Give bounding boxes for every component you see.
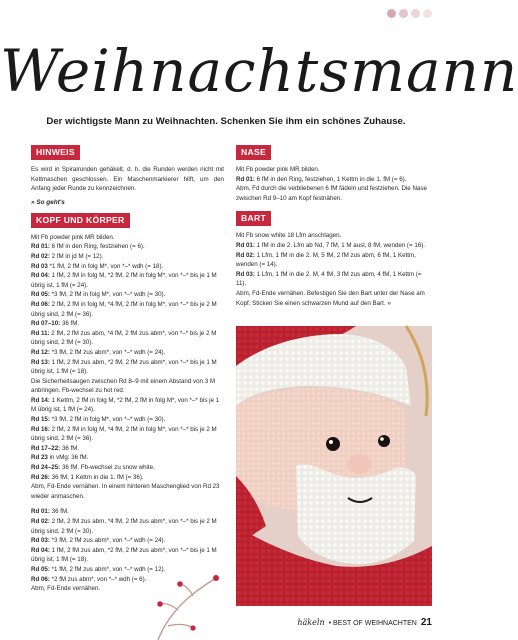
round-label: Rd 07–10: bbox=[31, 320, 61, 328]
page-dots bbox=[387, 9, 432, 18]
instruction-line bbox=[236, 270, 430, 289]
instruction-line bbox=[31, 453, 224, 463]
round-text: *2 fM zus abm*, von *–* wdh (= 6). bbox=[49, 575, 147, 583]
round-label: Rd 02: bbox=[236, 251, 255, 259]
round-text: Abm, Fd-Ende vernähen. Befestigen Sie den Bart unter der Nase am Kopf. Sticken Sie einen schwarzen Mund auf den Bart. » bbox=[236, 289, 425, 307]
instruction-line bbox=[31, 262, 224, 272]
round-label: Rd 12: bbox=[31, 348, 50, 356]
round-text: 2 fM in jd M (= 12). bbox=[49, 252, 104, 260]
berry-branch-decoration bbox=[138, 574, 228, 640]
round-text: Abm, Fd-Ende vernähen. In einem hinteren Maschenglied von Rd 23 wieder anmaschen. bbox=[31, 483, 220, 500]
instruction-line bbox=[236, 175, 430, 185]
round-text: Abm, Fd durch die verbliebenen 6 fM fädeln und festziehen. Die Nase zwischen Rd 9–10 am Kopf festnähen. bbox=[236, 185, 427, 202]
dot-2 bbox=[399, 9, 408, 18]
round-text: *3 fM, 2 fM zus abm*, von *–* wdh (= 24). bbox=[49, 537, 166, 545]
bart-heading: BART bbox=[236, 211, 271, 226]
round-label: Rd 06: bbox=[31, 575, 50, 583]
round-text: *1 fM, 2 fM zus abm*, von *–* wdh (= 12). bbox=[49, 565, 166, 573]
round-text: 36 fM. Fb-wechsel zu snow white. bbox=[60, 464, 155, 472]
round-text: 1 fM, 2 fM zus abm, *2 fM, 2 fM zus abm*, von *–* bis je 1 M übrig ist, 1 fM (= 18). bbox=[31, 546, 217, 564]
santa-illustration bbox=[236, 326, 432, 606]
round-text: *3 fM, 2 fM in folg M*, von *–* wdh (= 30). bbox=[49, 291, 166, 299]
nase-instructions bbox=[236, 165, 430, 203]
instruction-line bbox=[31, 300, 224, 319]
dot-3 bbox=[411, 9, 420, 18]
right-column bbox=[236, 142, 430, 308]
instruction-line bbox=[236, 251, 430, 270]
round-label: Rd 02: bbox=[31, 518, 50, 525]
round-text: 1 Lfm, 1 fM in die 2. M, 5 fM, 2 fM zus abm, 6 fM, 1 Kettm, wenden (= 14). bbox=[236, 251, 416, 269]
round-label: Rd 04: bbox=[31, 272, 50, 280]
round-label: Rd 03 bbox=[31, 262, 48, 270]
instruction-line bbox=[236, 184, 430, 203]
instruction-line bbox=[31, 252, 224, 262]
round-text: *3 fM, 2 fM zus abm*, von *–* wdh (= 24). bbox=[49, 348, 166, 356]
round-text: 2 fM, 2 fM in folg M, *4 fM, 2 fM in folg M*, von *–* bis je 2 M übrig sind, 2 fM (= 36). bbox=[31, 300, 217, 318]
instruction-line bbox=[31, 329, 224, 348]
round-text: 2 fM, 2 fM zus abm, *4 fM, 2 fM zus abm*, von *–* bis je 2 M übrig sind, 2 fM (= 30). bbox=[31, 518, 217, 535]
instruction-line bbox=[236, 289, 430, 308]
round-label: Rd 06: bbox=[31, 300, 50, 308]
round-text: 36 fM. bbox=[49, 508, 69, 516]
round-text: Mit Fb powder pink MR bilden. bbox=[31, 233, 115, 241]
round-text: Mit Fb snow white 18 Lfm anschlagen. bbox=[236, 232, 342, 240]
round-label: Rd 24–25: bbox=[31, 464, 61, 472]
instruction-line bbox=[31, 233, 224, 243]
round-text: 1 fM, 2 fM zus abm, *2 fM, 2 fM zus abm*, von *–* bis je 1 M übrig ist, 1 fM (= 18). bbox=[31, 358, 217, 376]
instruction-line bbox=[31, 473, 224, 483]
page-footer bbox=[297, 617, 432, 628]
page-subtitle: Der wichtigste Mann zu Weihnachten. Schenken Sie ihm ein schönes Zuhause. bbox=[46, 116, 406, 127]
round-label: Rd 05: bbox=[31, 565, 50, 573]
round-text: *3 fM, 2 fM in folg M*, von *–* wdh (= 30). bbox=[49, 416, 166, 424]
round-text: 36 fM, 1 Kettm in die 1. fM (= 36). bbox=[49, 473, 144, 481]
instruction-line bbox=[31, 396, 224, 415]
footer-section: • BEST OF WEIHNACHTEN bbox=[328, 620, 417, 627]
footer-brand: häkeln bbox=[297, 618, 325, 627]
round-text: Mit Fb powder pink MR bilden. bbox=[236, 166, 320, 173]
round-text: 1 Kettm, 2 fM in folg M, *2 fM, 2 fM in folg M*, von *–* bis je 1 M übrig ist, 1 fM (= 24). bbox=[31, 396, 220, 414]
round-text: in vMg: 36 fM. bbox=[47, 454, 89, 462]
instruction-line bbox=[31, 425, 224, 444]
hinweis-text: Es wird in Spiralrunden gehäkelt, d. h. die Runden werden nicht mit Kettmaschen geschlossen. Ein Maschenmarkierer hilft, um den Anfang jeder Runde zu kennzeichnen. bbox=[31, 166, 224, 193]
round-label: Rd 17–22: bbox=[31, 444, 61, 452]
left-column bbox=[31, 142, 224, 594]
round-label: Rd 01: bbox=[31, 508, 50, 516]
round-label: Rd 05: bbox=[31, 291, 50, 299]
dot-1 bbox=[387, 9, 396, 18]
kopf-instructions bbox=[31, 233, 224, 594]
round-label: Rd 26: bbox=[31, 473, 50, 481]
page-title: Weihnachtsmann bbox=[0, 37, 518, 105]
round-label: Rd 01: bbox=[236, 175, 255, 183]
round-text: Abm, Fd-Ende vernähen. bbox=[31, 585, 101, 593]
instruction-line bbox=[31, 348, 224, 358]
so-gehts-label: » So geht's bbox=[31, 198, 65, 206]
round-label: Rd 13: bbox=[31, 358, 50, 366]
round-text: 36 fM. bbox=[60, 444, 80, 452]
round-label: Rd 14: bbox=[31, 396, 50, 404]
instruction-line bbox=[31, 319, 224, 329]
round-text: *1 fM, 2 fM in folg M*, von *–* wdh (= 18). bbox=[47, 262, 164, 270]
kopf-heading: KOPF UND KÖRPER bbox=[31, 213, 130, 228]
instruction-line bbox=[31, 271, 224, 290]
santa-photo bbox=[236, 326, 432, 606]
instruction-line bbox=[31, 517, 224, 536]
round-text: 36 fM. bbox=[60, 320, 80, 328]
round-label: Rd 03: bbox=[236, 270, 255, 278]
instruction-line bbox=[31, 415, 224, 425]
page-number: 21 bbox=[420, 617, 432, 628]
round-text: 2 fM, 2 fM zus abm, *4 fM, 2 fM zus abm*, von *–* bis je 2 M übrig sind, 2 fM (= 30). bbox=[31, 329, 217, 347]
round-label: Rd 04: bbox=[31, 546, 50, 554]
bart-instructions bbox=[236, 231, 430, 308]
instruction-line bbox=[31, 358, 224, 377]
instruction-line bbox=[31, 463, 224, 473]
instruction-line bbox=[31, 482, 224, 501]
instruction-line bbox=[31, 377, 224, 396]
round-text: Die Sicherheitsaugen zwischen Rd 8–9 mit einem Abstand von 3 M anbringen. Fb-wechsel zu hot red. bbox=[31, 377, 216, 395]
round-label: Rd 15: bbox=[31, 416, 50, 424]
round-label: Rd 02: bbox=[31, 252, 50, 260]
instruction-line bbox=[31, 290, 224, 300]
round-label: Rd 01: bbox=[31, 243, 50, 251]
round-text: 2 fM, 2 fM in folg M, *4 fM, 2 fM in folg M*, von *–* bis je 2 M übrig sind, 2 fM (= 36). bbox=[31, 425, 217, 443]
instruction-line bbox=[31, 507, 224, 517]
round-label: Rd 01: bbox=[236, 241, 255, 249]
instruction-line bbox=[236, 231, 430, 241]
hinweis-heading: HINWEIS bbox=[31, 145, 80, 160]
round-label: Rd 16: bbox=[31, 425, 50, 433]
instruction-line bbox=[31, 536, 224, 546]
round-text: 6 fM in den Ring, festziehen (= 6). bbox=[49, 243, 145, 251]
instruction-line bbox=[31, 546, 224, 565]
instruction-line bbox=[236, 165, 430, 175]
round-text: 6 fM in den Ring, festziehen, 1 Kettm in die 1. fM (= 6). bbox=[254, 175, 407, 183]
round-text: 1 fM in die 2. Lfm ab Nd, 7 fM, 1 M ausl, 8 fM, wenden (= 16). bbox=[254, 241, 425, 249]
round-label: Rd 23 bbox=[31, 454, 48, 462]
instruction-line bbox=[236, 241, 430, 251]
round-label: Rd 03: bbox=[31, 537, 50, 545]
nase-heading: NASE bbox=[236, 145, 271, 160]
round-text: 1 Lfm, 1 fM in die 2. M, 4 fM, 3 fM zus abm, 4 fM, 1 Kettm (= 11). bbox=[236, 270, 422, 288]
instruction-line bbox=[31, 444, 224, 454]
round-label: Rd 11: bbox=[31, 329, 50, 337]
dot-4 bbox=[423, 9, 432, 18]
round-text: 1 fM, 2 fM in folg M, *2 fM, 2 fM in folg M*, von *–* bis je 1 M übrig ist, 1 fM (= 24). bbox=[31, 272, 217, 289]
instruction-line bbox=[31, 242, 224, 252]
